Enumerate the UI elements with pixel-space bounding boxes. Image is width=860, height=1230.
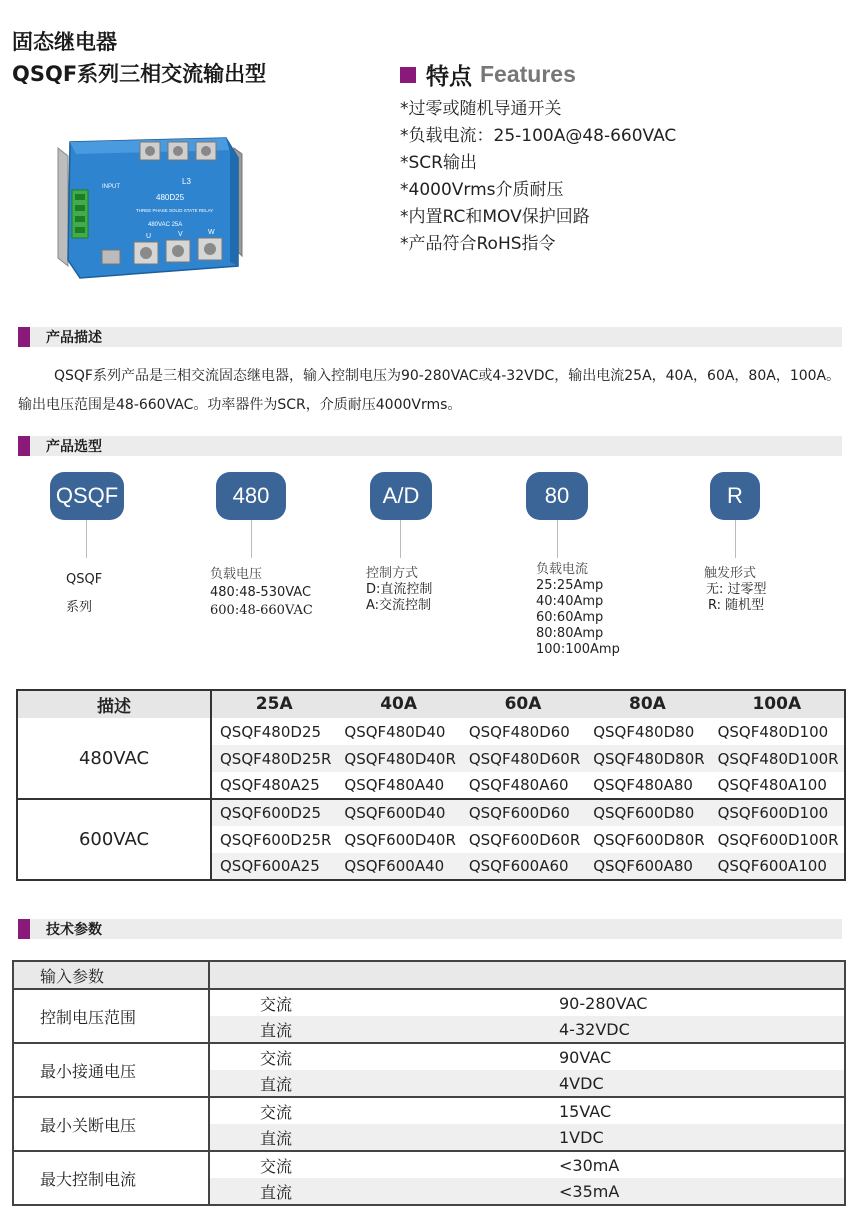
- model-cell: QSQF600D60R: [468, 830, 581, 849]
- option-current-label: 负载电流: [536, 562, 589, 577]
- column-header: 25A: [211, 690, 336, 718]
- model-cell: QSQF480D25R: [211, 745, 336, 772]
- params-header-blank: [209, 961, 845, 989]
- section-bar-params: [18, 919, 842, 939]
- model-cell: QSQF600A100: [710, 853, 845, 880]
- column-header: 40A: [336, 690, 460, 718]
- option-current: [536, 562, 620, 658]
- param-type: 直流: [209, 1124, 459, 1151]
- model-cell: QSQF600D25R: [220, 830, 332, 849]
- feature-item: *负载电流：25-100A@48-660VAC: [400, 126, 677, 146]
- param-type: 交流: [260, 1102, 293, 1122]
- param-value: 90VAC: [559, 1047, 612, 1067]
- svg-text:480D25: 480D25: [156, 193, 185, 202]
- row-group-label: 600VAC: [17, 799, 211, 880]
- features-title-en: Features: [480, 61, 576, 87]
- model-cell: QSQF480D40R: [336, 745, 460, 772]
- connector-line: [400, 520, 401, 558]
- option-series: [66, 566, 102, 622]
- connector-line: [557, 520, 558, 558]
- model-cell: QSQF600D60: [461, 799, 585, 826]
- model-cell: QSQF600A40: [336, 853, 460, 880]
- option-trigger-label: 触发形式: [704, 566, 757, 581]
- svg-text:L3: L3: [182, 177, 191, 186]
- option-control-line: D:直流控制: [366, 582, 433, 597]
- code-pill-current: 80: [526, 472, 588, 520]
- option-voltage-line: 600:48-660VAC: [210, 603, 313, 618]
- model-cell: QSQF480D60R: [461, 745, 585, 772]
- model-table: [16, 689, 846, 881]
- column-header: 100A: [710, 690, 845, 718]
- code-pill-control: A/D: [370, 472, 432, 520]
- table-row: [13, 1043, 845, 1070]
- model-cell: QSQF480A40: [336, 772, 460, 799]
- option-trigger: [704, 566, 767, 614]
- section-bar-selection: [18, 436, 842, 456]
- model-cell: QSQF600A25: [211, 853, 336, 880]
- model-cell: QSQF600D80: [585, 799, 709, 826]
- param-value: 90-280VAC: [559, 993, 648, 1013]
- model-table-header: [17, 690, 845, 718]
- table-row: [13, 989, 845, 1016]
- param-value: <35mA: [459, 1178, 845, 1205]
- svg-text:W: W: [208, 229, 215, 236]
- params-header: 输入参数: [13, 961, 209, 989]
- param-value: 4-32VDC: [459, 1016, 845, 1043]
- param-label: 最小关断电压: [13, 1097, 209, 1151]
- param-value: <30mA: [559, 1155, 620, 1175]
- product-image: [50, 128, 250, 288]
- feature-item: *4000Vrms介质耐压: [400, 180, 564, 200]
- code-pill-series: QSQF: [50, 472, 124, 520]
- model-cell: QSQF600D80R: [593, 830, 705, 849]
- model-cell: QSQF480A25: [211, 772, 336, 799]
- column-header: 描述: [17, 690, 211, 718]
- model-cell: QSQF600D100: [710, 799, 845, 826]
- section-square-marker: [18, 327, 30, 347]
- model-cell: QSQF600D40R: [344, 830, 456, 849]
- option-control-line: A:交流控制: [366, 598, 432, 613]
- model-cell: QSQF600A80: [585, 853, 709, 880]
- features-square-marker: [400, 67, 416, 83]
- model-cell: QSQF480D100R: [710, 745, 845, 772]
- svg-text:U: U: [146, 233, 152, 240]
- section-square-marker: [18, 436, 30, 456]
- model-cell: QSQF600A60: [461, 853, 585, 880]
- param-value: 4VDC: [459, 1070, 845, 1097]
- features-list: [400, 96, 676, 258]
- connector-line: [251, 520, 252, 558]
- features-title-cn: 特点: [426, 64, 472, 90]
- doc-title-line1: 固态继电器: [12, 30, 117, 54]
- param-type: 交流: [260, 1156, 293, 1176]
- option-voltage-line: 480:48-530VAC: [210, 585, 312, 600]
- model-cell: QSQF480D60: [468, 722, 570, 741]
- option-current-line: 40:40Amp: [536, 594, 604, 609]
- svg-text:INPUT: INPUT: [102, 184, 120, 190]
- svg-text:V: V: [178, 231, 183, 238]
- section-title-params: 技术参数: [46, 922, 102, 938]
- model-cell: QSQF480D25: [220, 722, 322, 741]
- svg-text:THREE PHASE SOLID STATE RELAY: THREE PHASE SOLID STATE RELAY: [136, 208, 214, 213]
- param-type: 直流: [209, 1016, 459, 1043]
- option-series-sub: 系列: [66, 600, 93, 615]
- model-cell: QSQF480A100: [710, 772, 845, 799]
- option-current-line: 100:100Amp: [536, 642, 620, 657]
- option-voltage: [210, 566, 313, 620]
- option-current-line: 25:25Amp: [536, 578, 604, 593]
- param-type: 交流: [260, 994, 293, 1014]
- model-cell: QSQF600D40: [336, 799, 460, 826]
- features-heading: [400, 58, 576, 91]
- model-cell: QSQF480A60: [461, 772, 585, 799]
- model-cell: QSQF480A80: [585, 772, 709, 799]
- row-group-label: 480VAC: [17, 718, 211, 799]
- option-series-label: QSQF: [66, 572, 103, 587]
- column-header: 60A: [461, 690, 585, 718]
- feature-item: *内置RC和MOV保护回路: [400, 207, 590, 227]
- param-type: 直流: [209, 1178, 459, 1205]
- param-value: 1VDC: [459, 1124, 845, 1151]
- option-trigger-line: R: 随机型: [708, 598, 765, 613]
- model-cell: QSQF600D100R: [717, 830, 839, 849]
- param-value: 15VAC: [559, 1101, 612, 1121]
- table-row: [17, 718, 845, 745]
- option-voltage-label: 负载电压: [210, 567, 263, 582]
- param-label: 最小接通电压: [13, 1043, 209, 1097]
- model-cell: QSQF480D40: [344, 722, 446, 741]
- option-control-label: 控制方式: [366, 566, 419, 581]
- svg-text:480VAC 25A: 480VAC 25A: [148, 222, 183, 228]
- table-row: [13, 1151, 845, 1178]
- param-type: 交流: [260, 1048, 293, 1068]
- option-current-line: 60:60Amp: [536, 610, 604, 625]
- table-row: [17, 799, 845, 826]
- model-cell: QSQF480D80R: [585, 745, 709, 772]
- param-label: 最大控制电流: [13, 1151, 209, 1205]
- code-pill-trigger: R: [710, 472, 760, 520]
- option-current-line: 80:80Amp: [536, 626, 604, 641]
- param-type: 直流: [209, 1070, 459, 1097]
- connector-line: [735, 520, 736, 558]
- params-table: [12, 960, 846, 1206]
- feature-item: *SCR输出: [400, 153, 477, 173]
- feature-item: *产品符合RoHS指令: [400, 234, 556, 254]
- section-square-marker: [18, 919, 30, 939]
- table-row: [13, 1097, 845, 1124]
- connector-line: [86, 520, 87, 558]
- params-header-row: [13, 961, 845, 989]
- product-description: QSQF系列产品是三相交流固态继电器，输入控制电压为90-280VAC或4-32VDC，输出电流25A，40A，60A，80A，100A。输出电压范围是48-660VAC。功率器件为SCR，介质耐压4000Vrms。: [18, 368, 841, 413]
- model-cell: QSQF480D100: [717, 722, 829, 741]
- section-title-description: 产品描述: [46, 330, 102, 346]
- code-pill-voltage: 480: [216, 472, 286, 520]
- model-cell: QSQF480D80: [593, 722, 695, 741]
- column-header: 80A: [585, 690, 709, 718]
- doc-title-line2: QSQF系列三相交流输出型: [12, 62, 267, 86]
- option-trigger-line: 无: 过零型: [706, 582, 767, 597]
- feature-item: *过零或随机导通开关: [400, 99, 562, 119]
- option-control: [366, 566, 432, 614]
- section-bar-description: [18, 327, 842, 347]
- model-cell: QSQF600D25: [211, 799, 336, 826]
- param-label: 控制电压范围: [13, 989, 209, 1043]
- section-title-selection: 产品选型: [46, 439, 102, 455]
